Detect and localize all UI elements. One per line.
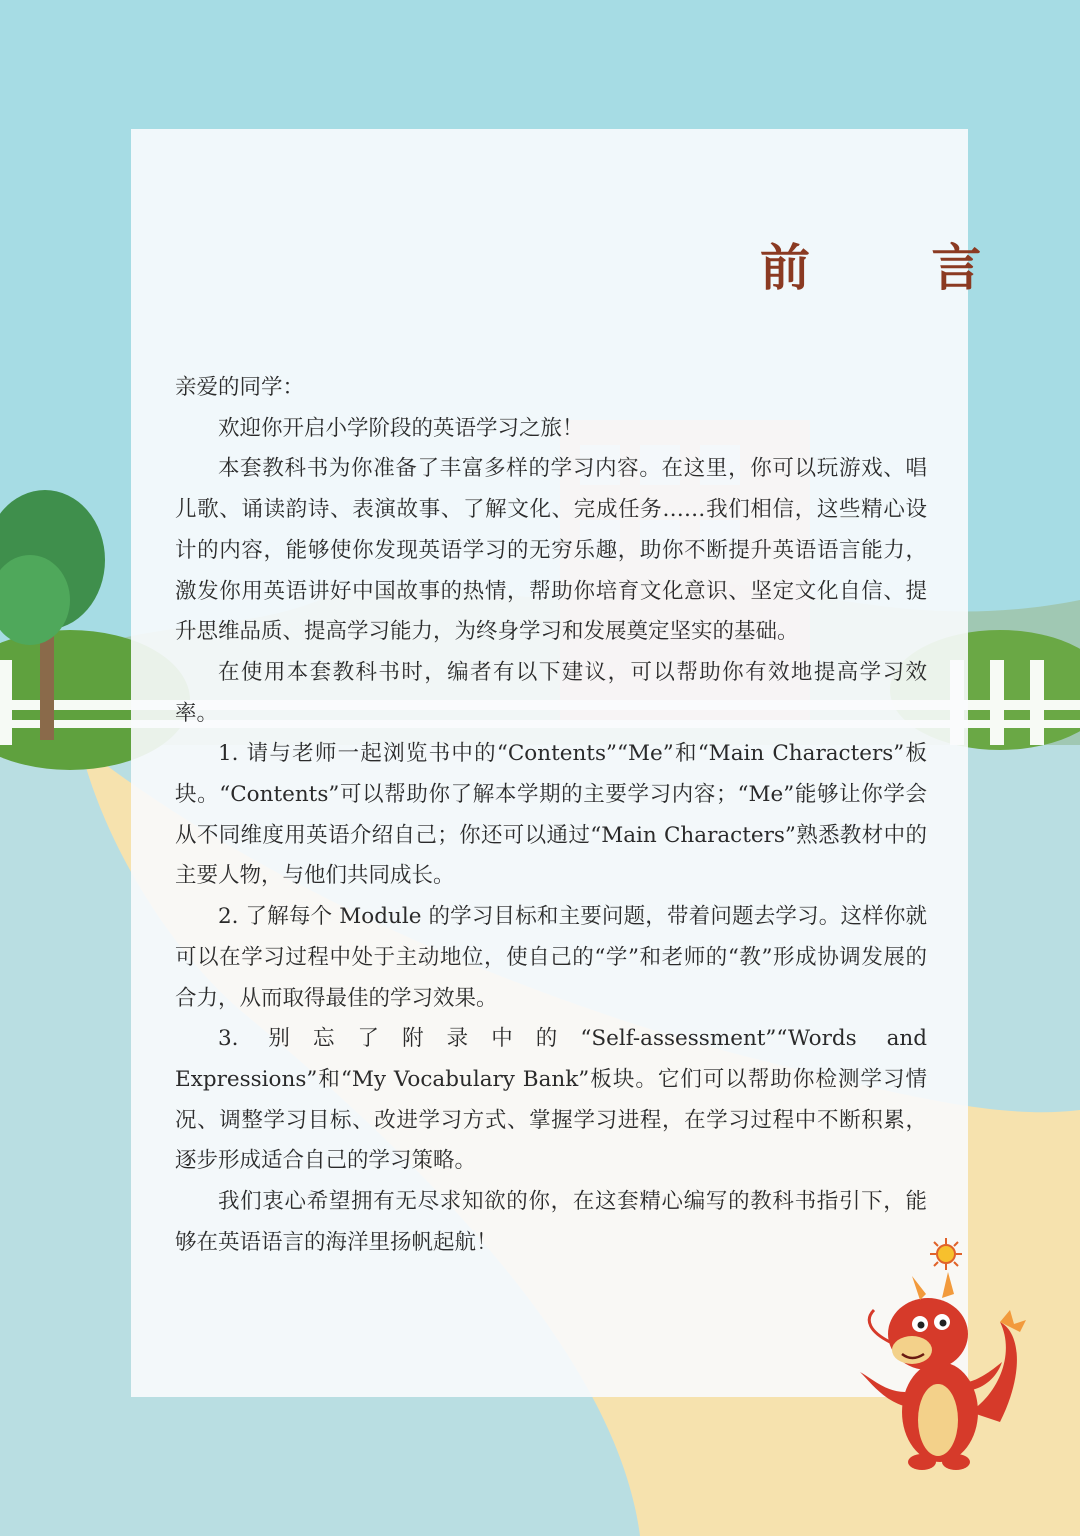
- preface-body: [175, 368, 927, 1263]
- paragraph-welcome: 欢迎你开启小学阶段的英语学习之旅！: [218, 415, 584, 441]
- page-title: 前 言: [760, 239, 1034, 297]
- greeting-line: 亲爱的同学：: [175, 375, 305, 400]
- paragraph-content: 本套教科书为你准备了丰富多样的学习内容。在这里，你可以玩游戏、唱儿歌、诵读韵诗、表演故事、了解文化、完成任务……我们相信，这些精心设计的内容，能够使你发现英语学习的无穷乐趣，助你不断提升英语语言能力，激发你用英语讲好中国故事的热情，帮助你培育文化意识、坚定文化自信、提升思维品质、提高学习能力，为终身学习和发展奠定坚实的基础。: [175, 456, 927, 645]
- paragraph-suggestion: 在使用本套教科书时，编者有以下建议，可以帮助你有效地提高学习效率。: [175, 659, 927, 726]
- dragon-mascot: [850, 1262, 1030, 1482]
- paragraph-item-2: 2. 了解每个 Module 的学习目标和主要问题，带着问题去学习。这样你就可以在学习过程中处于主动地位，使自己的“学”和老师的“教”形成协调发展的合力，从而取得最佳的学习效果。: [175, 904, 927, 1011]
- paragraph-item-3: 3. 别忘了附录中的“Self-assessment”“Words and Expressions”和“My Vocabulary Bank”板块。它们可以帮助你检测学习情况、调整学习目标、改进学习方式、掌握学习进程，在学习过程中不断积累，逐步形成适合自己的学习策略。: [175, 1026, 927, 1174]
- paragraph-closing: 我们衷心希望拥有无尽求知欲的你，在这套精心编写的教科书指引下，能够在英语语言的海洋里扬帆起航！: [175, 1189, 927, 1255]
- paragraph-item-1: 1. 请与老师一起浏览书中的“Contents”“Me”和“Main Characters”板块。“Contents”可以帮助你了解本学期的主要学习内容；“Me”能够让你学会从不同维度用英语介绍自己；你还可以通过“Main Characters”熟悉教材中的主要人物，与他们共同成长。: [175, 741, 927, 889]
